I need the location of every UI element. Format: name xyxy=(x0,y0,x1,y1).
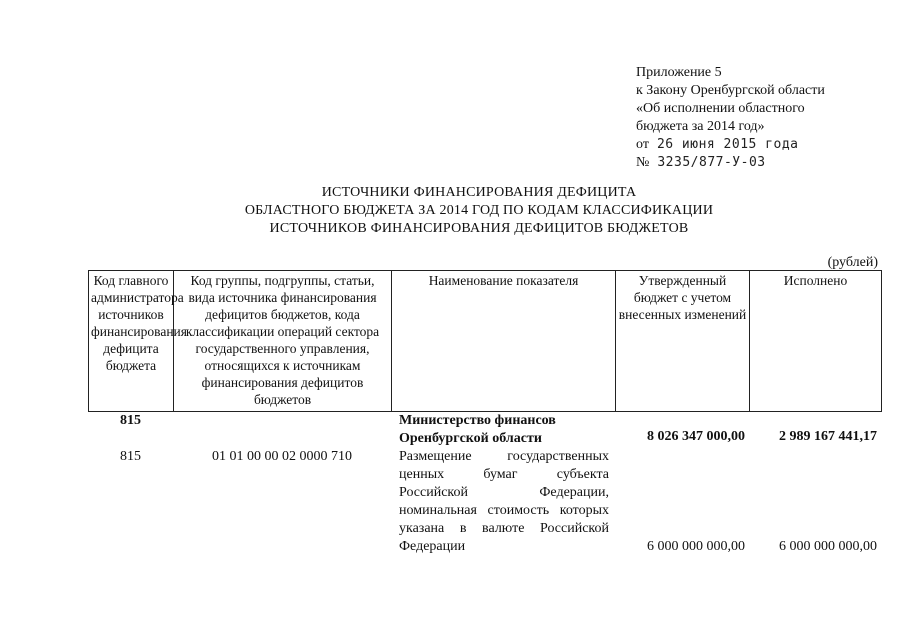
appendix-line: Приложение 5 xyxy=(636,65,722,80)
appendix-line: «Об исполнении областного xyxy=(636,101,805,116)
cell-approved: 6 000 000 000,00 xyxy=(647,539,745,554)
cell-admin-code: 815 xyxy=(120,413,141,428)
date-value: 26 июня 2015 года xyxy=(656,137,799,152)
cell-source-code: 01 01 00 00 02 0000 710 xyxy=(212,449,352,464)
header-executed: Исполнено xyxy=(750,271,882,412)
cell-approved: 8 026 347 000,00 xyxy=(647,429,745,444)
number-value: 3235/877-У-03 xyxy=(657,155,766,170)
appendix-block xyxy=(636,64,896,172)
cell-name: Министерство финансов Оренбургской области xyxy=(399,413,556,446)
title-line: ИСТОЧНИКИ ФИНАНСИРОВАНИЯ ДЕФИЦИТА xyxy=(321,185,637,200)
cell-source-code xyxy=(173,412,391,448)
appendix-line: к Закону Оренбургской области xyxy=(636,83,825,98)
cell-executed: 6 000 000 000,00 xyxy=(779,539,877,554)
header-admin-code: Код главного администратора источников финансирования дефицита бюджета xyxy=(89,271,174,412)
law-number xyxy=(636,154,896,172)
appendix-line: бюджета за 2014 год» xyxy=(636,119,765,134)
table-row xyxy=(88,412,881,448)
table-header xyxy=(88,270,882,412)
header-approved: Утвержденный бюджет с учетом внесенных изменений xyxy=(616,271,750,412)
title-line: ИСТОЧНИКОВ ФИНАНСИРОВАНИЯ ДЕФИЦИТОВ БЮДЖЕТОВ xyxy=(269,221,689,236)
cell-name: Размещение государственных ценных бумаг субъекта Российской Федерации, номинальная стоимость которых указана в валюте Российской Федерации xyxy=(399,449,609,554)
title-line: ОБЛАСТНОГО БЮДЖЕТА ЗА 2014 ГОД ПО КОДАМ КЛАССИФИКАЦИИ xyxy=(244,203,714,218)
date-prefix: от xyxy=(636,137,649,152)
header-name: Наименование показателя xyxy=(392,271,616,412)
law-date xyxy=(636,136,896,154)
cell-admin-code: 815 xyxy=(120,449,141,464)
table-row xyxy=(88,448,881,556)
header-source-code: Код группы, подгруппы, статьи, вида источника финансирования дефицитов бюджетов, кода классификации операций сектора государственного управления, относящихся к источникам финансирования дефицитов бюджетов xyxy=(174,271,392,412)
units-label: (рублей) xyxy=(827,255,878,270)
table-body xyxy=(88,412,881,556)
number-prefix: № xyxy=(636,155,650,170)
cell-executed: 2 989 167 441,17 xyxy=(779,429,877,444)
document-title xyxy=(150,184,808,238)
